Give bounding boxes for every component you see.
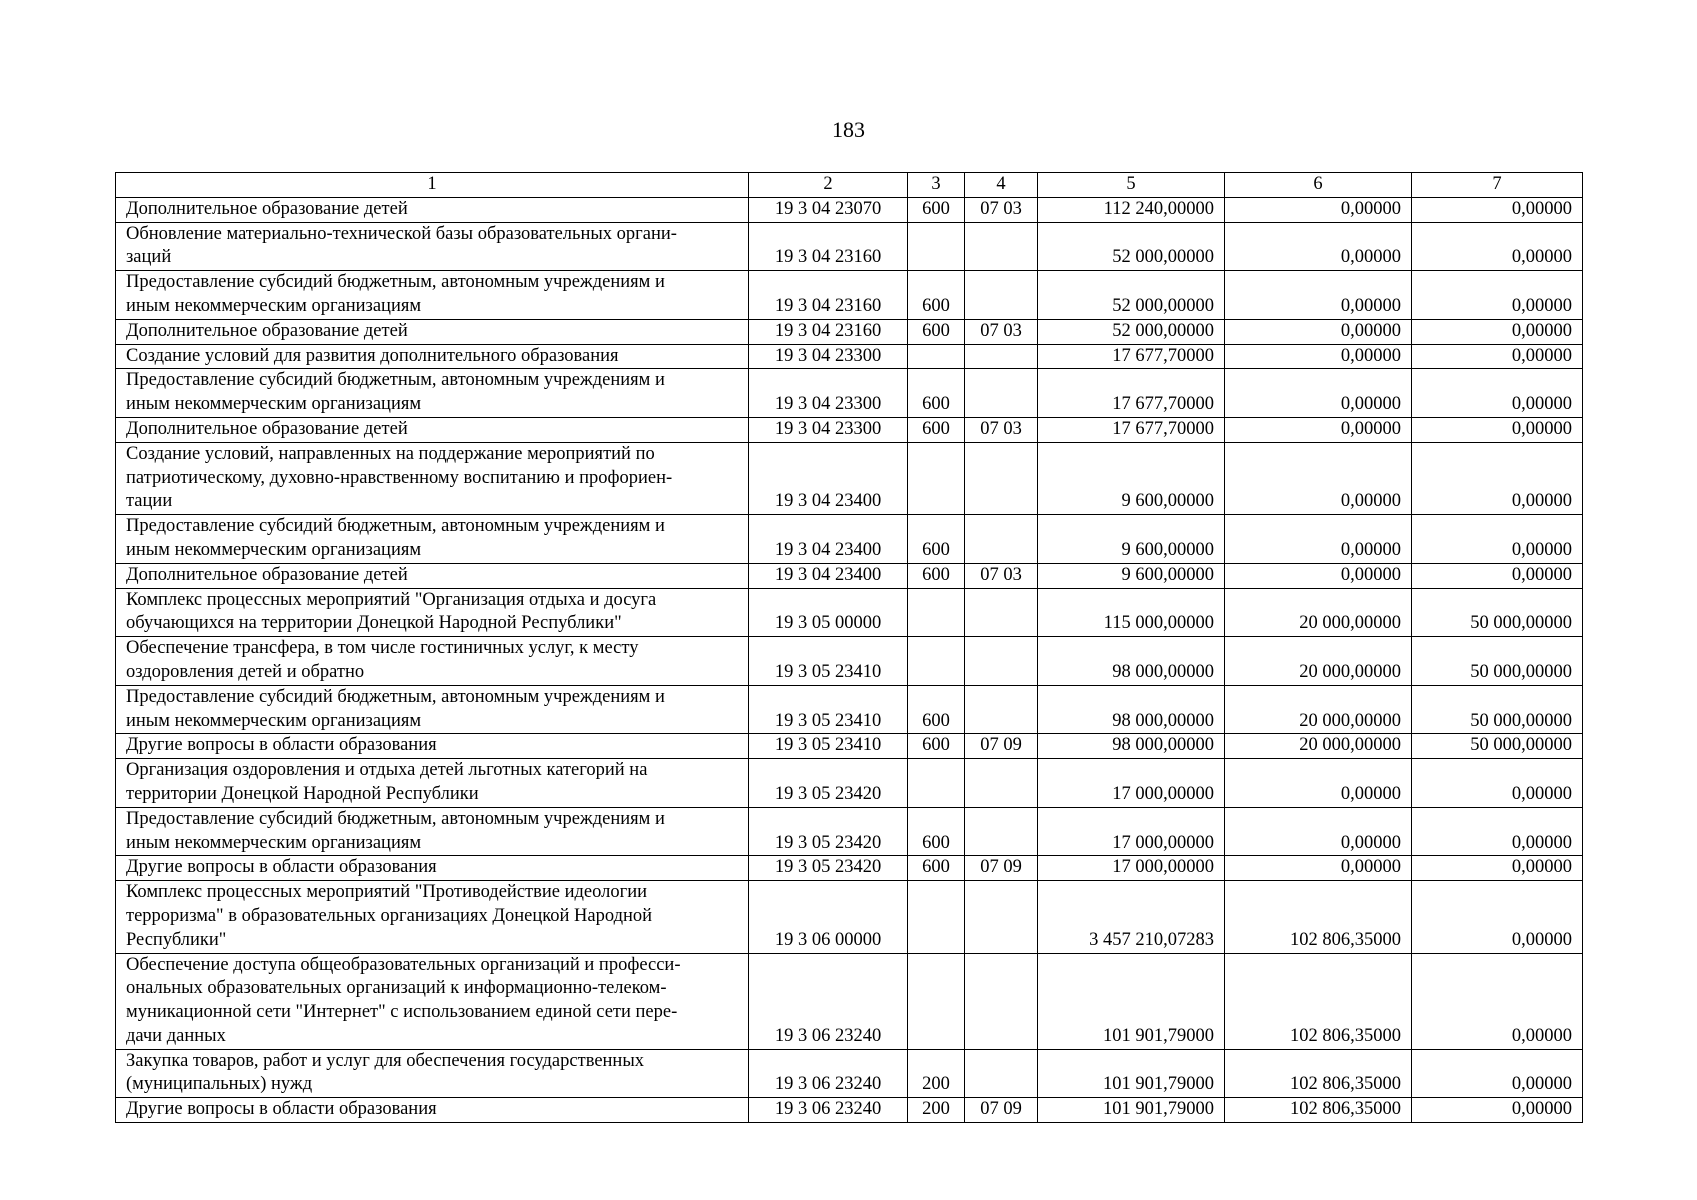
row-name-cell [116,417,749,442]
expense-type-cell: 600 [908,319,965,344]
amount-col5-cell: 52 000,00000 [1038,319,1225,344]
table-row [116,515,1583,564]
amount-col6-cell: 102 806,35000 [1225,1049,1412,1098]
row-name-line: Обеспечение доступа общеобразовательных организаций и професси- [126,954,681,975]
amount-col5-cell: 52 000,00000 [1038,271,1225,320]
amount-col7-cell: 0,00000 [1412,953,1583,1049]
amount-col6-cell: 0,00000 [1225,563,1412,588]
amount-col5-cell: 112 240,00000 [1038,197,1225,222]
row-name-line: Дополнительное образование детей [126,320,408,341]
row-name-cell [116,734,749,759]
amount-col6-cell: 0,00000 [1225,759,1412,808]
row-name-line: иным некоммерческим организациям [126,295,422,316]
table-row [116,685,1583,734]
amount-col5-cell: 101 901,79000 [1038,1098,1225,1123]
code-cell: 19 3 05 23410 [749,685,908,734]
row-name-cell [116,588,749,637]
amount-col6-cell: 0,00000 [1225,442,1412,514]
row-name-cell [116,515,749,564]
row-name-cell [116,1049,749,1098]
row-name-line: оздоровления детей и обратно [126,661,365,682]
expense-type-cell [908,881,965,953]
row-name-line: Создание условий для развития дополнительного образования [126,345,619,366]
row-name-line: Обновление материально-технической базы образовательных органи- [126,223,677,244]
row-name-cell [116,807,749,856]
section-cell [965,271,1038,320]
code-cell: 19 3 06 23240 [749,1049,908,1098]
amount-col5-cell: 52 000,00000 [1038,222,1225,271]
row-name-line: Создание условий, направленных на поддержание мероприятий по [126,443,655,464]
amount-col6-cell: 0,00000 [1225,271,1412,320]
table-row [116,319,1583,344]
amount-col5-cell: 98 000,00000 [1038,734,1225,759]
expense-type-cell: 600 [908,271,965,320]
row-name-cell [116,759,749,808]
section-cell: 07 03 [965,563,1038,588]
amount-col7-cell: 0,00000 [1412,442,1583,514]
row-name-cell [116,1098,749,1123]
expense-type-cell [908,953,965,1049]
table-row [116,563,1583,588]
code-cell: 19 3 04 23300 [749,417,908,442]
row-name-line: муникационной сети "Интернет" с использованием единой сети пере- [126,1002,678,1023]
row-name-line: иным некоммерческим организациям [126,710,422,731]
table-row [116,588,1583,637]
row-name-cell [116,881,749,953]
expense-type-cell [908,222,965,271]
amount-col6-cell: 20 000,00000 [1225,588,1412,637]
row-name-line: иным некоммерческим организациям [126,832,422,853]
amount-col5-cell: 101 901,79000 [1038,953,1225,1049]
code-cell: 19 3 06 23240 [749,953,908,1049]
section-cell [965,515,1038,564]
expense-type-cell: 600 [908,417,965,442]
code-cell: 19 3 04 23400 [749,515,908,564]
section-cell: 07 03 [965,417,1038,442]
amount-col7-cell: 0,00000 [1412,515,1583,564]
amount-col7-cell: 50 000,00000 [1412,685,1583,734]
code-cell: 19 3 05 23420 [749,807,908,856]
section-cell [965,637,1038,686]
table-row [116,881,1583,953]
amount-col5-cell: 9 600,00000 [1038,515,1225,564]
amount-col6-cell: 102 806,35000 [1225,1098,1412,1123]
row-name-line: Предоставление субсидий бюджетным, автономным учреждениям и [126,686,665,707]
code-cell: 19 3 05 00000 [749,588,908,637]
expense-type-cell [908,759,965,808]
table-row [116,271,1583,320]
row-name-cell [116,953,749,1049]
amount-col5-cell: 17 677,70000 [1038,344,1225,369]
code-cell: 19 3 04 23300 [749,344,908,369]
header-cell: 2 [749,173,908,198]
amount-col7-cell: 0,00000 [1412,271,1583,320]
budget-table [115,172,1583,1123]
row-name-cell [116,685,749,734]
expense-type-cell: 200 [908,1098,965,1123]
code-cell: 19 3 06 23240 [749,1098,908,1123]
row-name-cell [116,271,749,320]
amount-col6-cell: 0,00000 [1225,807,1412,856]
amount-col7-cell: 0,00000 [1412,563,1583,588]
section-cell: 07 09 [965,734,1038,759]
amount-col6-cell: 0,00000 [1225,515,1412,564]
expense-type-cell: 600 [908,807,965,856]
amount-col6-cell: 102 806,35000 [1225,953,1412,1049]
row-name-line: ональных образовательных организаций к информационно-телеком- [126,978,667,999]
header-cell: 4 [965,173,1038,198]
row-name-cell [116,369,749,418]
row-name-line: Предоставление субсидий бюджетным, автономным учреждениям и [126,272,665,293]
expense-type-cell [908,588,965,637]
amount-col7-cell: 0,00000 [1412,881,1583,953]
amount-col6-cell: 102 806,35000 [1225,881,1412,953]
row-name-line: Дополнительное образование детей [126,418,408,439]
row-name-line: Закупка товаров, работ и услуг для обеспечения государственных [126,1050,645,1071]
row-name-line: Предоставление субсидий бюджетным, автономным учреждениям и [126,516,665,537]
expense-type-cell [908,637,965,686]
row-name-line: Дополнительное образование детей [126,564,408,585]
row-name-cell [116,222,749,271]
amount-col5-cell: 98 000,00000 [1038,685,1225,734]
amount-col7-cell: 50 000,00000 [1412,588,1583,637]
amount-col5-cell: 9 600,00000 [1038,563,1225,588]
code-cell: 19 3 05 23410 [749,637,908,686]
row-name-line: Дополнительное образование детей [126,198,408,219]
amount-col7-cell: 0,00000 [1412,417,1583,442]
row-name-cell [116,637,749,686]
amount-col5-cell: 3 457 210,07283 [1038,881,1225,953]
row-name-line: обучающихся на территории Донецкой Народной Республики" [126,613,622,634]
amount-col6-cell: 0,00000 [1225,856,1412,881]
expense-type-cell [908,442,965,514]
table-row [116,417,1583,442]
section-cell [965,588,1038,637]
header-cell: 3 [908,173,965,198]
row-name-line: дачи данных [126,1025,226,1046]
table-row [116,637,1583,686]
amount-col5-cell: 17 000,00000 [1038,856,1225,881]
amount-col6-cell: 0,00000 [1225,319,1412,344]
row-name-line: (муниципальных) нужд [126,1074,313,1095]
code-cell: 19 3 05 23420 [749,759,908,808]
table-row [116,344,1583,369]
amount-col7-cell: 0,00000 [1412,319,1583,344]
row-name-line: Республики" [126,929,227,950]
row-name-line: тации [126,491,173,512]
section-cell: 07 09 [965,1098,1038,1123]
amount-col5-cell: 17 000,00000 [1038,759,1225,808]
amount-col6-cell: 0,00000 [1225,344,1412,369]
row-name-line: Другие вопросы в области образования [126,735,437,756]
row-name-line: Комплекс процессных мероприятий "Противодействие идеологии [126,882,647,903]
table-row [116,734,1583,759]
amount-col6-cell: 0,00000 [1225,197,1412,222]
amount-col7-cell: 0,00000 [1412,856,1583,881]
header-row [116,173,1583,198]
table-row [116,807,1583,856]
row-name-line: Другие вопросы в области образования [126,857,437,878]
row-name-line: иным некоммерческим организациям [126,539,422,560]
amount-col7-cell: 0,00000 [1412,344,1583,369]
amount-col5-cell: 98 000,00000 [1038,637,1225,686]
table-row [116,856,1583,881]
section-cell [965,222,1038,271]
amount-col7-cell: 0,00000 [1412,197,1583,222]
expense-type-cell: 600 [908,515,965,564]
page-number: 183 [832,117,865,142]
section-cell [965,881,1038,953]
amount-col6-cell: 20 000,00000 [1225,685,1412,734]
code-cell: 19 3 06 00000 [749,881,908,953]
table-body [116,197,1583,1122]
row-name-line: терроризма" в образовательных организациях Донецкой Народной [126,905,653,926]
table-row [116,442,1583,514]
amount-col6-cell: 0,00000 [1225,222,1412,271]
expense-type-cell: 600 [908,369,965,418]
amount-col5-cell: 17 677,70000 [1038,417,1225,442]
section-cell: 07 03 [965,197,1038,222]
row-name-line: Комплекс процессных мероприятий "Организация отдыха и досуга [126,589,657,610]
amount-col7-cell: 0,00000 [1412,759,1583,808]
amount-col5-cell: 17 000,00000 [1038,807,1225,856]
expense-type-cell: 600 [908,563,965,588]
table-row [116,1098,1583,1123]
amount-col7-cell: 0,00000 [1412,369,1583,418]
row-name-line: территории Донецкой Народной Республики [126,783,479,804]
expense-type-cell: 600 [908,197,965,222]
amount-col5-cell: 101 901,79000 [1038,1049,1225,1098]
expense-type-cell: 200 [908,1049,965,1098]
expense-type-cell: 600 [908,685,965,734]
amount-col7-cell: 0,00000 [1412,807,1583,856]
row-name-line: Другие вопросы в области образования [126,1099,437,1120]
row-name-cell [116,856,749,881]
header-cell: 6 [1225,173,1412,198]
section-cell [965,442,1038,514]
amount-col5-cell: 115 000,00000 [1038,588,1225,637]
row-name-line: патриотическому, духовно-нравственному воспитанию и профориен- [126,467,673,488]
section-cell [965,807,1038,856]
header-cell: 7 [1412,173,1583,198]
row-name-cell [116,344,749,369]
amount-col6-cell: 0,00000 [1225,369,1412,418]
section-cell: 07 03 [965,319,1038,344]
row-name-line: заций [126,247,172,268]
table-row [116,222,1583,271]
section-cell [965,953,1038,1049]
header-cell: 5 [1038,173,1225,198]
code-cell: 19 3 04 23070 [749,197,908,222]
table-row [116,1049,1583,1098]
row-name-line: Обеспечение трансфера, в том числе гостиничных услуг, к месту [126,638,639,659]
amount-col6-cell: 0,00000 [1225,417,1412,442]
row-name-cell [116,319,749,344]
table-row [116,953,1583,1049]
header-cell: 1 [116,173,749,198]
row-name-line: Предоставление субсидий бюджетным, автономным учреждениям и [126,370,665,391]
code-cell: 19 3 04 23300 [749,369,908,418]
code-cell: 19 3 04 23400 [749,563,908,588]
row-name-line: Предоставление субсидий бюджетным, автономным учреждениям и [126,808,665,829]
section-cell [965,369,1038,418]
row-name-cell [116,563,749,588]
amount-col6-cell: 20 000,00000 [1225,734,1412,759]
expense-type-cell: 600 [908,856,965,881]
section-cell: 07 09 [965,856,1038,881]
table-row [116,759,1583,808]
amount-col7-cell: 50 000,00000 [1412,734,1583,759]
section-cell [965,1049,1038,1098]
amount-col5-cell: 17 677,70000 [1038,369,1225,418]
code-cell: 19 3 04 23160 [749,271,908,320]
section-cell [965,685,1038,734]
amount-col5-cell: 9 600,00000 [1038,442,1225,514]
code-cell: 19 3 04 23160 [749,222,908,271]
expense-type-cell: 600 [908,734,965,759]
section-cell [965,759,1038,808]
amount-col7-cell: 0,00000 [1412,1098,1583,1123]
row-name-line: иным некоммерческим организациям [126,394,422,415]
code-cell: 19 3 05 23410 [749,734,908,759]
amount-col6-cell: 20 000,00000 [1225,637,1412,686]
row-name-cell [116,197,749,222]
amount-col7-cell: 50 000,00000 [1412,637,1583,686]
table-row [116,197,1583,222]
table-row [116,369,1583,418]
code-cell: 19 3 05 23420 [749,856,908,881]
amount-col7-cell: 0,00000 [1412,1049,1583,1098]
expense-type-cell [908,344,965,369]
amount-col7-cell: 0,00000 [1412,222,1583,271]
code-cell: 19 3 04 23400 [749,442,908,514]
code-cell: 19 3 04 23160 [749,319,908,344]
section-cell [965,344,1038,369]
row-name-cell [116,442,749,514]
row-name-line: Организация оздоровления и отдыха детей льготных категорий на [126,760,648,781]
